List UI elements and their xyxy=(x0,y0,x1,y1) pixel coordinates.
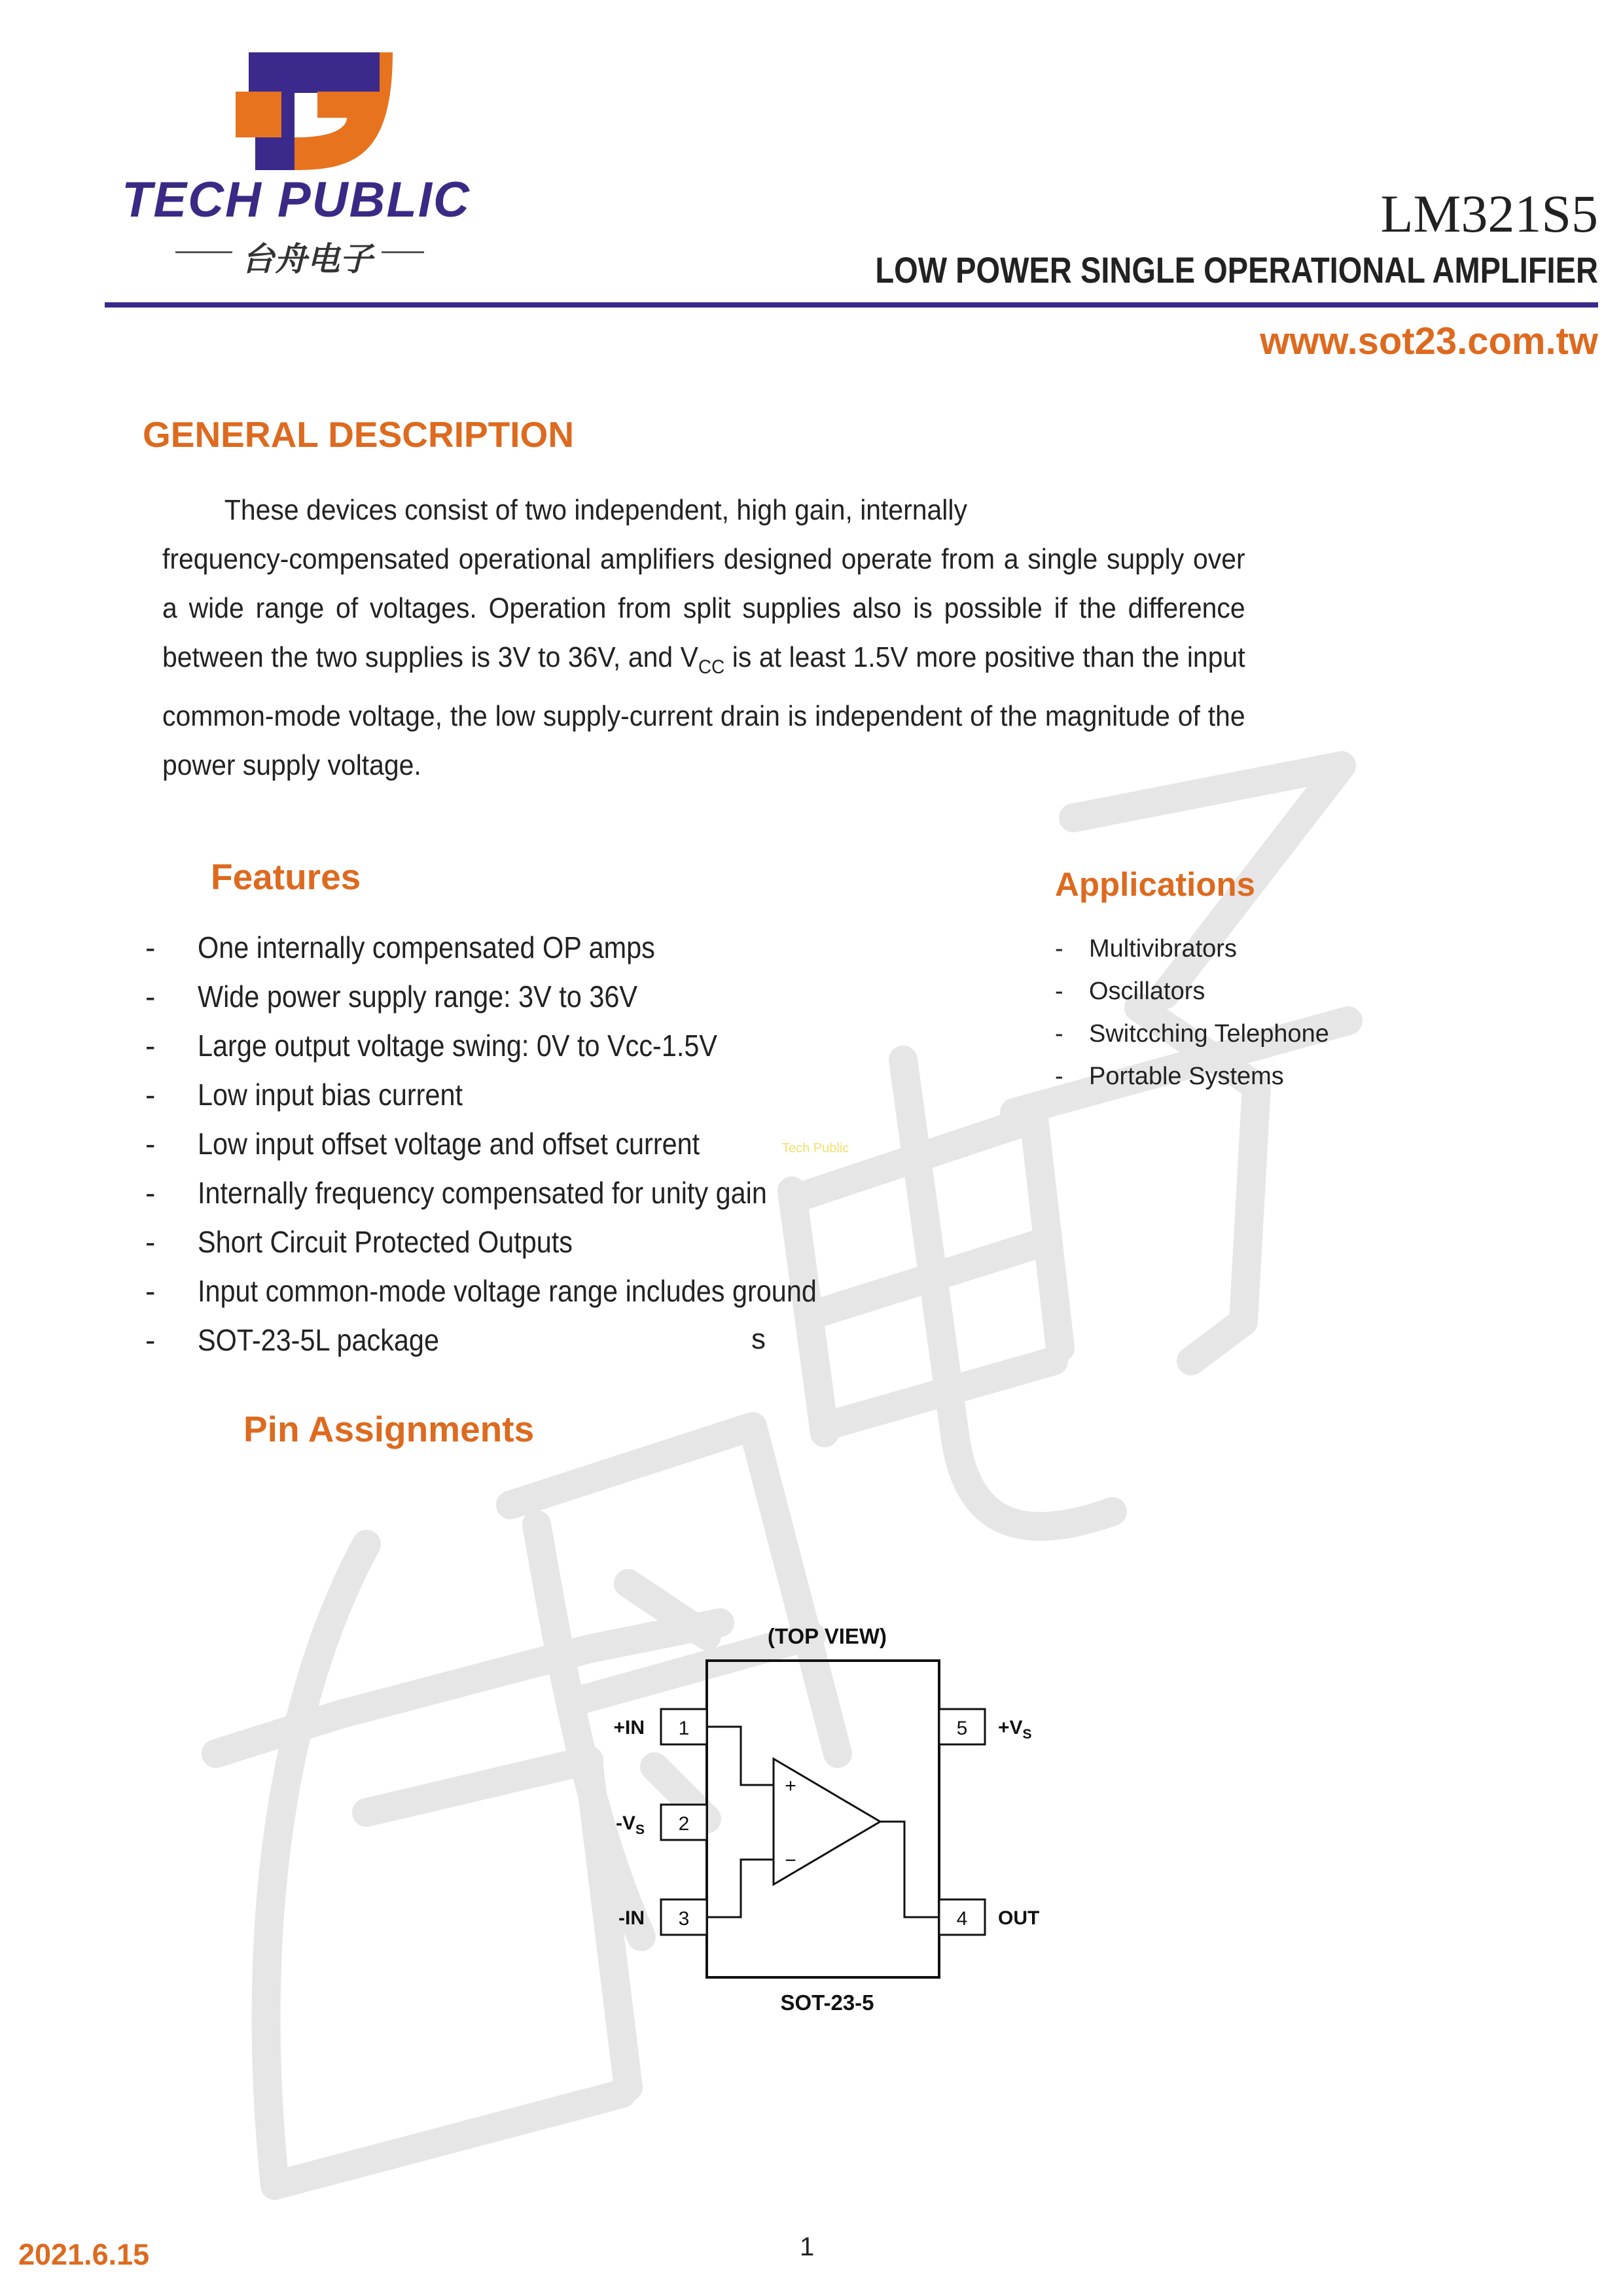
pin-2-name-main: -V xyxy=(615,1812,635,1834)
list-bullet: - xyxy=(145,1273,156,1308)
pin-1-number: 1 xyxy=(678,1718,690,1739)
application-item xyxy=(1055,1013,1329,1055)
features-heading: Features xyxy=(211,857,361,897)
footer-date: 2021.6.15 xyxy=(18,2238,150,2271)
list-bullet: - xyxy=(1055,1063,1063,1090)
vcc-main: V xyxy=(680,641,698,673)
list-bullet: - xyxy=(145,1322,156,1357)
list-bullet: - xyxy=(145,1126,156,1161)
list-bullet: - xyxy=(145,979,156,1014)
feature-item xyxy=(145,1266,885,1315)
brand-name: TECH PUBLIC xyxy=(122,172,471,228)
feature-item xyxy=(145,1168,885,1217)
list-bullet: - xyxy=(145,930,156,964)
feature-item xyxy=(145,1119,885,1168)
feature-text: Wide power supply range: 3V to 36V xyxy=(198,979,637,1014)
pin-1-name: +IN xyxy=(613,1717,645,1739)
feature-text: One internally compensated OP amps xyxy=(198,930,655,964)
list-bullet: - xyxy=(1055,978,1063,1005)
application-item xyxy=(1055,970,1329,1013)
pin-5-name xyxy=(998,1717,1032,1742)
list-bullet: - xyxy=(145,1175,156,1210)
pin-2-name xyxy=(616,1812,645,1837)
general-description-heading: GENERAL DESCRIPTION xyxy=(143,414,575,455)
pin-2-number: 2 xyxy=(678,1813,690,1835)
feature-item xyxy=(145,1315,885,1364)
feature-text: Low input bias current xyxy=(198,1077,463,1112)
pin-2-name-sub: S xyxy=(635,1822,645,1837)
features-list xyxy=(145,923,885,1364)
list-bullet: - xyxy=(145,1028,156,1063)
wire-out-to-pin4 xyxy=(880,1822,939,1917)
description-first-line: These devices consist of two independent, high gain, internally xyxy=(224,494,967,526)
pin-5-name-main: +V xyxy=(998,1717,1023,1739)
description-body-part-1: frequency-compensated operational amplifiers designed operate from a single supply over a wide range of voltages. Operation from split supplies also is possible if the difference between the two supplies is 3V to 36V, and xyxy=(162,543,1245,673)
pin-4-number: 4 xyxy=(956,1908,968,1930)
feature-item xyxy=(145,972,885,1021)
stray-character: s xyxy=(751,1323,766,1355)
top-view-label: (TOP VIEW) xyxy=(767,1624,887,1648)
list-bullet: - xyxy=(1055,1020,1063,1048)
application-item xyxy=(1055,928,1329,970)
general-description-text xyxy=(162,486,1245,790)
feature-text: Short Circuit Protected Outputs xyxy=(198,1224,573,1259)
part-title: LOW POWER SINGLE OPERATIONAL AMPLIFIER xyxy=(875,249,1598,291)
wire-pin1-to-plus xyxy=(707,1727,774,1785)
page-number: 1 xyxy=(800,2233,815,2261)
pin-4-name: OUT xyxy=(998,1907,1040,1929)
pin-3-number: 3 xyxy=(678,1908,690,1930)
application-text: Switcching Telephone xyxy=(1089,1020,1329,1048)
wire-pin3-to-minus xyxy=(707,1860,774,1917)
header-divider xyxy=(105,302,1598,308)
feature-text: Input common-mode voltage range includes ground xyxy=(198,1273,817,1308)
package-body xyxy=(707,1661,939,1977)
application-text: Multivibrators xyxy=(1089,935,1237,963)
website-url: www.sot23.com.tw xyxy=(1260,320,1598,362)
description-body-part-2: is at least 1.5V more positive than the input common-mode voltage, the low supply-current drain is independent of the magnitude of the power supply voltage. xyxy=(162,641,1245,781)
applications-list xyxy=(1055,928,1329,1098)
description-body xyxy=(162,535,1245,790)
feature-text: Low input offset voltage and offset current xyxy=(198,1126,700,1161)
feature-item xyxy=(145,1217,885,1266)
list-bullet: - xyxy=(145,1224,156,1259)
package-label: SOT-23-5 xyxy=(780,1990,874,2015)
feature-text: Internally frequency compensated for unity gain xyxy=(198,1175,767,1210)
application-text: Portable Systems xyxy=(1089,1063,1284,1090)
faint-mark: Tech Public xyxy=(782,1141,849,1156)
opamp-plus-sign: + xyxy=(785,1775,796,1797)
vcc-subscript: CC xyxy=(698,656,725,678)
applications-heading: Applications xyxy=(1055,866,1256,903)
pin-assignments-heading: Pin Assignments xyxy=(243,1409,535,1449)
feature-item xyxy=(145,1021,885,1070)
tp-monogram xyxy=(236,52,393,170)
feature-text: SOT-23-5L package xyxy=(198,1322,439,1357)
brand-subtitle: 台舟电子 xyxy=(232,233,382,280)
pin-5-number: 5 xyxy=(956,1718,968,1739)
list-bullet: - xyxy=(1055,935,1063,963)
pin-3-name: -IN xyxy=(618,1907,645,1929)
feature-text: Large output voltage swing: 0V to Vcc-1.5V xyxy=(198,1028,717,1063)
part-number: LM321S5 xyxy=(1380,184,1598,243)
application-item xyxy=(1055,1055,1329,1098)
vcc-symbol xyxy=(680,641,725,678)
feature-item xyxy=(145,1070,885,1119)
opamp-minus-sign: − xyxy=(785,1850,796,1871)
feature-item xyxy=(145,923,885,972)
application-text: Oscillators xyxy=(1089,978,1205,1005)
pin-5-name-sub: S xyxy=(1022,1727,1032,1742)
list-bullet: - xyxy=(145,1077,156,1112)
